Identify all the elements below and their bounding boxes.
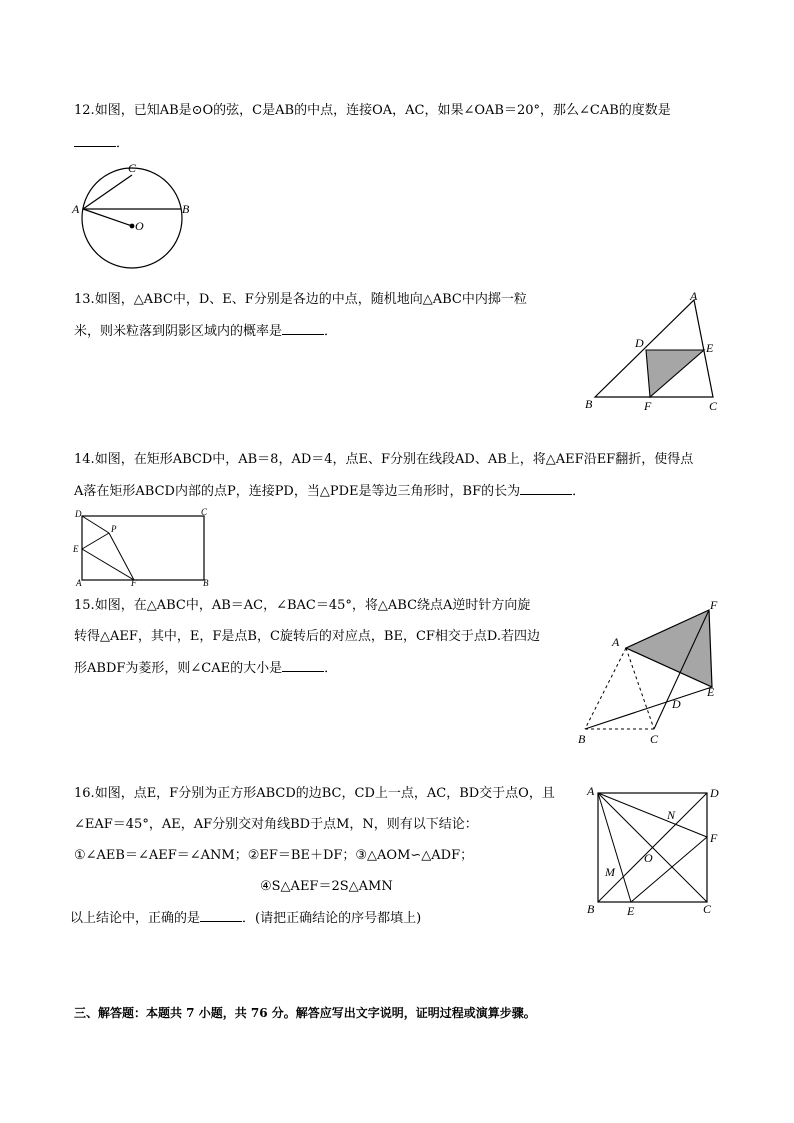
q14-label-b: B	[203, 578, 209, 588]
q13-label-a: A	[690, 289, 698, 303]
q15-label-f: F	[710, 598, 718, 612]
q15-label-b: B	[578, 732, 586, 746]
q16-label-a: A	[587, 784, 595, 798]
q15-number: 15.	[74, 598, 95, 613]
q15-period: ．	[324, 661, 338, 676]
q14-answer-blank	[520, 482, 572, 495]
q15-label-a: A	[612, 635, 620, 649]
q15-figure-rotation	[570, 597, 725, 747]
q12-line1: 如图，已知AB是⊙O的弦，C是AB的中点，连接OA，AC，如果∠OAB＝20°，那么∠CAB的度数是	[94, 103, 671, 118]
q14-line1: 如图，在矩形ABCD中，AB＝8，AD＝4，点E、F分别在线段AD、AB上，将△AEF沿EF翻折，使得点	[94, 452, 694, 467]
q14-number: 14.	[74, 452, 95, 467]
q16-label-n: N	[667, 808, 676, 822]
q14-text-2	[74, 482, 585, 501]
q13-answer-blank	[282, 322, 324, 335]
q15-label-d: D	[672, 697, 681, 711]
section3-heading: 三、解答题：本题共 7 小题，共 76 分。解答应写出文字说明，证明过程或演算步骤。	[74, 1006, 536, 1020]
q16-label-b: B	[587, 902, 595, 916]
q13-text-2	[74, 322, 337, 341]
q12-answer	[74, 134, 129, 153]
q15-line1: 如图，在△ABC中，AB＝AC，∠BAC＝45°，将△ABC绕点A逆时针方向旋	[94, 598, 531, 613]
q12-label-b: B	[182, 202, 190, 216]
q16-answer-blank	[200, 909, 242, 922]
q16-label-e: E	[627, 904, 635, 918]
q13-label-b: B	[585, 397, 593, 411]
q14-label-p: P	[111, 524, 117, 534]
q16-label-f: F	[710, 831, 718, 845]
q13-label-f: F	[644, 399, 652, 413]
q14-figure-rectangle	[70, 505, 215, 587]
q14-label-e: E	[73, 544, 79, 554]
q15-text-3	[74, 659, 337, 678]
q16-number: 16.	[74, 786, 95, 801]
q12-period: ．	[116, 136, 130, 151]
q13-figure-triangle	[582, 288, 722, 414]
q14-label-a: A	[76, 578, 82, 588]
q16-line4: ④S△AEF＝2S△AMN	[260, 879, 393, 894]
q16-figure-square	[583, 782, 723, 922]
q16-text-4	[260, 878, 393, 896]
q12-label-a: A	[72, 202, 80, 216]
q13-label-d: D	[635, 336, 644, 350]
q13-label-e: E	[706, 341, 714, 355]
q14-label-d: D	[75, 509, 82, 519]
q12-answer-blank	[74, 134, 116, 147]
q14-label-c: C	[201, 507, 208, 517]
q14-period: ．	[572, 484, 586, 499]
q13-text	[74, 291, 527, 309]
q16-label-c: C	[703, 902, 712, 916]
q15-line2: 转得△AEF，其中，E，F是点B，C旋转后的对应点，BE，CF相交于点D.若四边	[74, 629, 541, 644]
q16-text-3	[74, 847, 473, 865]
q16-text	[74, 785, 555, 803]
q15-answer-blank	[282, 659, 324, 672]
q12-number: 12.	[74, 103, 95, 118]
q16-label-m: M	[605, 865, 615, 879]
q13-period: ．	[324, 324, 338, 339]
q15-label-e: E	[707, 685, 715, 699]
q16-text-5	[70, 909, 421, 928]
q16-text-2	[74, 816, 478, 834]
q16-line2: ∠EAF＝45°，AE，AF分别交对角线BD于点M，N，则有以下结论：	[74, 817, 478, 832]
q16-line1: 如图，点E，F分别为正方形ABCD的边BC，CD上一点，AC，BD交于点O，且	[94, 786, 555, 801]
q14-line2: A落在矩形ABCD内部的点P，连接PD，当△PDE是等边三角形时，BF的长为	[74, 484, 521, 499]
q16-line5: 以上结论中，正确的是	[70, 911, 201, 926]
q16-line3: ①∠AEB＝∠AEF＝∠ANM；②EF＝BE＋DF；③△AOM∽△ADF；	[74, 848, 474, 863]
q16-label-o: O	[644, 851, 653, 865]
q12-label-o: O	[135, 219, 144, 233]
q15-line3: 形ABDF为菱形，则∠CAE的大小是	[74, 661, 283, 676]
q14-text	[74, 451, 693, 469]
q15-label-c: C	[650, 732, 659, 746]
q12-text	[74, 102, 671, 120]
q13-line2: 米，则米粒落到阴影区域内的概率是	[74, 324, 283, 339]
q16-line5-tail: ．(请把正确结论的序号都填上)	[242, 911, 422, 926]
q13-number: 13.	[74, 292, 95, 307]
q12-label-c: C	[128, 161, 137, 175]
q13-label-c: C	[709, 399, 718, 413]
q14-label-f: F	[131, 578, 137, 588]
q16-label-d: D	[710, 786, 719, 800]
q15-text	[74, 597, 530, 615]
q13-line1: 如图，△ABC中，D、E、F分别是各边的中点，随机地向△ABC中内掷一粒	[94, 292, 527, 307]
q12-figure-circle	[70, 158, 195, 278]
q15-text-2	[74, 628, 540, 646]
